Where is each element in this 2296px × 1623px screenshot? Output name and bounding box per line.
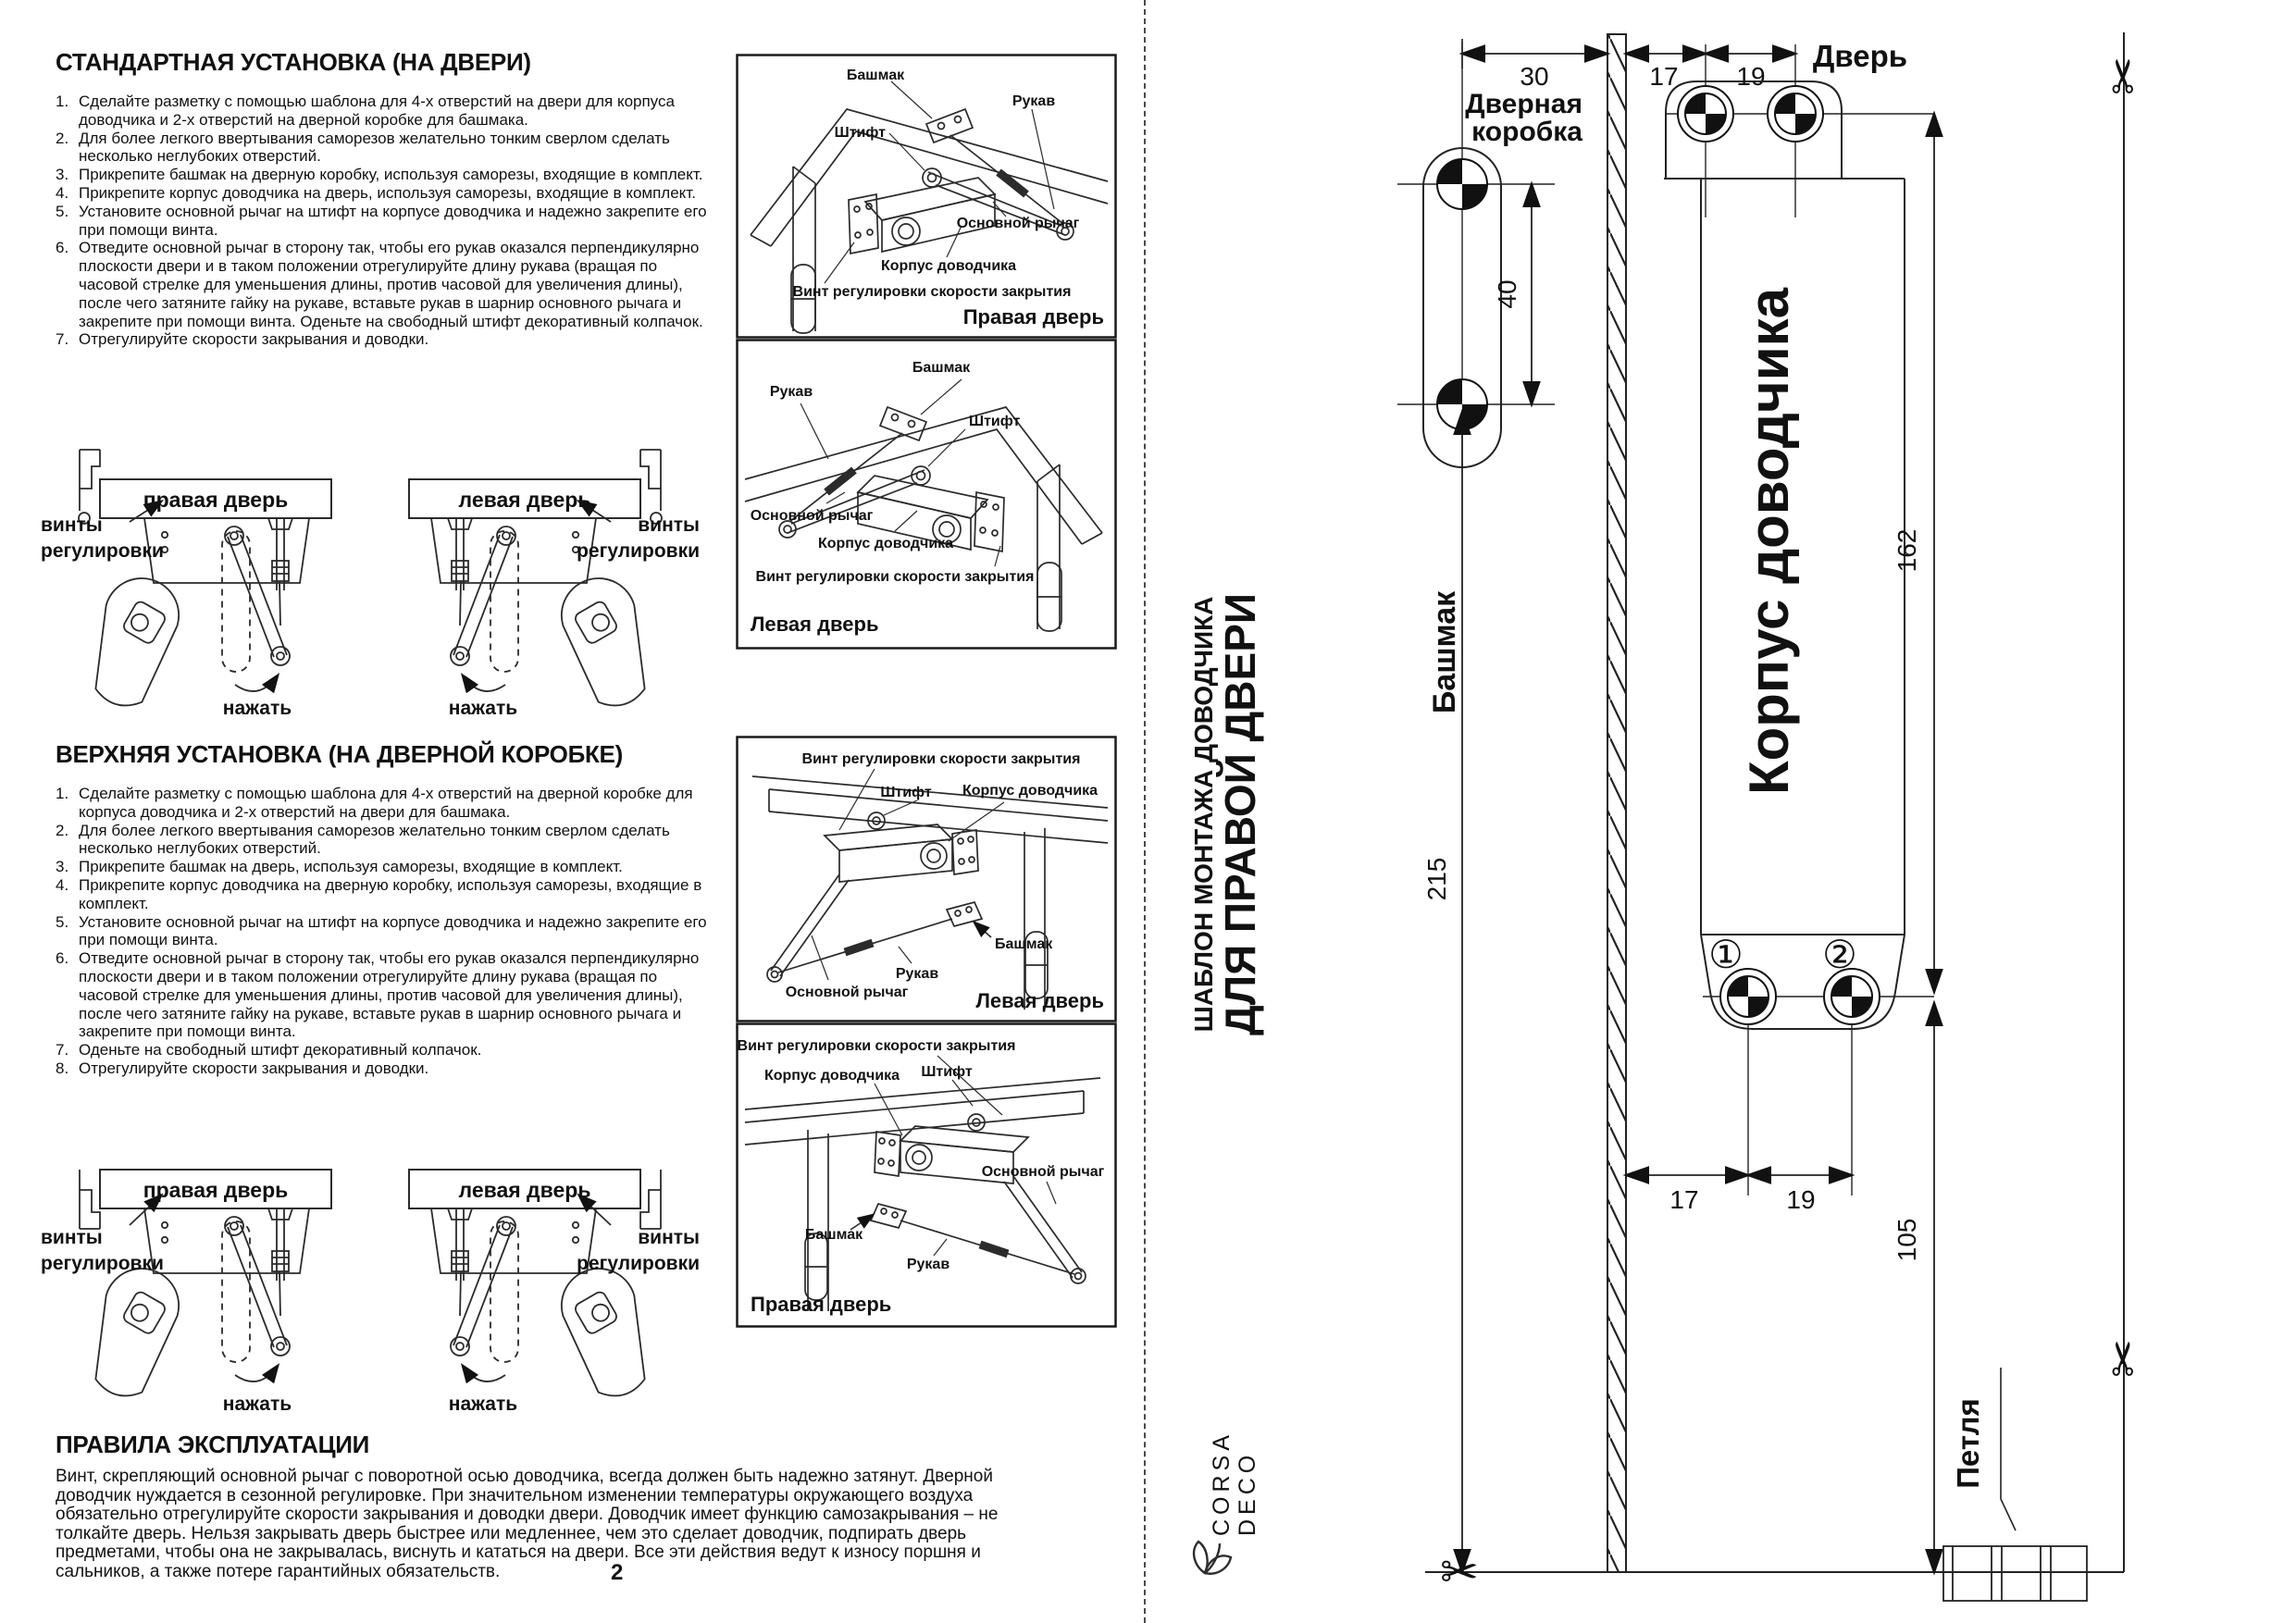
label-door: Дверь: [1812, 39, 1908, 73]
dim-215: 215: [1422, 857, 1451, 901]
label-rukav: Рукав: [895, 966, 939, 982]
diagram-top-right-door: [736, 1022, 1117, 1328]
list-item: Отведите основной рычаг в сторону так, чтобы его рукав оказался перпендикулярно плоскости двери и в таком положении отрегулируйте длину рукава (вращая по часовой стрелке для уменьшения длины, против часовой для увеличения длины), после чего затяните гайку на рукаве, вставьте рукав в шарнир основного рычага и закрепите при помощи винта. Оденьте на свободный штифт декоративный колпачок.: [79, 239, 703, 330]
label-push: нажать: [448, 698, 518, 719]
label-adjust-screws: винты: [638, 1227, 700, 1248]
label-hinge: Петля: [1951, 1398, 1985, 1489]
door-bar-label: правая дверь: [143, 488, 289, 512]
list-item: Установите основной рычаг на штифт на корпусе доводчика и надежно закрепите его при помощи винта.: [79, 912, 707, 949]
left-door-schematic: [409, 1170, 661, 1405]
list-item: Для более легкого ввертывания саморезов желательно тонким сверлом сделать несколько неглубоких отверстий.: [79, 821, 670, 858]
label-door-frame: коробка: [1471, 117, 1582, 147]
drill-hole: [1720, 969, 1776, 1024]
drill-hole: [1824, 969, 1880, 1024]
label-body: Корпус доводчика: [817, 536, 954, 551]
label-shtift: Штифт: [921, 1064, 973, 1080]
dim-30: 30: [1520, 62, 1549, 91]
hole-number-2: ②: [1822, 932, 1857, 977]
label-rukav: Рукав: [769, 384, 813, 400]
fold-dashed-line: [1144, 0, 1146, 1623]
section-title-rules: ПРАВИЛА ЭКСПЛУАТАЦИИ: [56, 1431, 370, 1458]
label-main-arm: Основной рычаг: [981, 1164, 1105, 1180]
label-main-arm: Основной рычаг: [785, 985, 909, 1000]
drill-hole: [1437, 159, 1487, 209]
rules-paragraph: Винт, скрепляющий основной рычаг с поворотной осью доводчика, всегда должен быть надежно затянут. Дверной доводчик нуждается в сезонной регулировке. При значительном изменении температуры окружающего воздуха обязательно отрегулируйте скорости закрывания и доводки двери. Доводчик имеет функцию самозакрывания – не толкайте дверь. Нельзя закрывать дверь быстрее или медленнее, чем это сделает доводчик, подпирать дверь предметами, чтобы она не закрывалась, виснуть и кататься на двери. Все эти действия ведут к износу поршня и сальников, а также потере гарантийных обязательств.: [56, 1467, 999, 1581]
page-number: 2: [611, 1560, 624, 1585]
svg-text:ДЛЯ ПРАВОЙ ДВЕРИ: ДЛЯ ПРАВОЙ ДВЕРИ: [1216, 593, 1264, 1035]
label-rukav: Рукав: [906, 1257, 950, 1272]
right-door-schematic: [80, 1170, 331, 1405]
label-bashmak: Башмак: [846, 68, 905, 83]
list-item: Отрегулируйте скорости закрывания и доводки.: [79, 1059, 429, 1077]
list-item: Отрегулируйте скорости закрывания и доводки.: [79, 330, 429, 349]
drill-hole: [1768, 86, 1823, 142]
diagram-title: Правая дверь: [962, 305, 1104, 328]
brand-line2: DECO: [1235, 1450, 1260, 1536]
label-adjust-screws: винты: [41, 1227, 103, 1248]
dim-162: 162: [1893, 528, 1921, 573]
scissors-icon: [1440, 1546, 1479, 1598]
door-bar-label: левая дверь: [458, 488, 591, 512]
hinge-drawing: [1943, 1546, 2087, 1601]
label-push: нажать: [222, 698, 292, 719]
adjustment-diagrams-standard: [37, 442, 703, 720]
label-adjust-screws: регулировки: [41, 1253, 164, 1274]
adjustment-diagrams-top: [37, 1149, 703, 1427]
leaf-icon: [1194, 1542, 1231, 1574]
svg-text:ШАБЛОН МОНТАЖА ДОВОДЧИКА: ШАБЛОН МОНТАЖА ДОВОДЧИКА: [1189, 596, 1218, 1033]
list-item: Прикрепите корпус доводчика на дверь, используя саморезы, входящие в комплект.: [79, 183, 696, 202]
list-item: Прикрепите башмак на дверную коробку, используя саморезы, входящие в комплект.: [79, 166, 703, 184]
section-title-top-install: ВЕРХНЯЯ УСТАНОВКА (НА ДВЕРНОЙ КОРОБКЕ): [56, 740, 623, 768]
door-bar-label: левая дверь: [458, 1178, 591, 1202]
label-shtift: Штифт: [880, 785, 932, 800]
dim-17-top: 17: [1649, 62, 1679, 91]
spine-title-small: [1189, 597, 1218, 1033]
diagram-standard-left-door: [736, 339, 1117, 650]
wall-hatch-strip: [1607, 34, 1626, 1572]
label-adjust-screws: винты: [41, 514, 103, 536]
top-install-list: [56, 785, 709, 1078]
label-adjust-screws: регулировки: [577, 1253, 700, 1274]
hinge-leader: [2001, 1368, 2016, 1530]
section-title-standard: СТАНДАРТНАЯ УСТАНОВКА (НА ДВЕРИ): [56, 48, 531, 76]
label-door-frame: Дверная: [1465, 89, 1582, 119]
label-bashmak: Башмак: [804, 1227, 863, 1243]
drill-hole: [1678, 86, 1733, 142]
label-closer-body: Корпус доводчика: [1738, 288, 1800, 795]
diagram-standard-right-door: [736, 54, 1117, 339]
dim-19-top: 19: [1736, 62, 1766, 91]
label-rukav: Рукав: [1011, 93, 1056, 109]
label-screw: Винт регулировки скорости закрытия: [737, 1038, 1016, 1054]
list-item: Сделайте разметку с помощью шаблона для 4-х отверстий на дверной коробке для корпуса доводчика и 2-х отверстий на двери для башмака.: [79, 785, 693, 821]
label-shtift: Штифт: [834, 125, 886, 141]
diagram-top-left-door: [736, 736, 1117, 1022]
svg-text:✂: ✂: [1440, 1546, 1479, 1598]
label-bashmak: Башмак: [1427, 590, 1462, 714]
label-bashmak: Башмак: [912, 360, 971, 376]
dim-105: 105: [1893, 1218, 1921, 1262]
mounting-template: [1148, 0, 2296, 1623]
scissors-icon: [2098, 1339, 2150, 1378]
svg-text:✂: ✂: [2098, 1339, 2150, 1378]
diagram-title: Правая дверь: [751, 1293, 892, 1316]
label-adjust-screws: регулировки: [41, 540, 164, 562]
decorative-cap: [81, 570, 187, 715]
label-body: Корпус доводчика: [763, 1068, 900, 1084]
list-item: Прикрепите корпус доводчика на дверную коробку, используя саморезы, входящие в комплект.: [79, 875, 702, 912]
label-main-arm: Основной рычаг: [750, 508, 874, 524]
scissors-icon: [2098, 56, 2150, 95]
list-item: Для более легкого ввертывания саморезов желательно тонким сверлом сделать несколько неглубоких отверстий.: [79, 129, 670, 166]
label-adjust-screws: регулировки: [577, 540, 700, 562]
dim-19-bottom: 19: [1786, 1185, 1816, 1214]
list-item: Отведите основной рычаг в сторону так, чтобы его рукав оказался перпендикулярно плоскости двери и в таком положении отрегулируйте длину рукава (вращая по часовой стрелке для уменьшения длины, против часовой для увеличения длины), после чего затяните гайку на рукаве, вставьте рукав в шарнир основного рычага и закрепите при помощи винта.: [79, 949, 700, 1041]
brand-logo: [1194, 1431, 1260, 1574]
label-screw: Винт регулировки скорости закрытия: [755, 569, 1035, 585]
brand-line1: CORSA: [1209, 1431, 1235, 1536]
label-main-arm: Основной рычаг: [956, 216, 1080, 231]
label-body: Корпус доводчика: [880, 258, 1017, 274]
dim-17-bottom: 17: [1669, 1185, 1699, 1214]
label-adjust-screws: винты: [638, 514, 700, 536]
label-screw: Винт регулировки скорости закрытия: [801, 751, 1081, 767]
diagram-title: Левая дверь: [975, 989, 1104, 1012]
hole-number-1: ①: [1708, 932, 1744, 977]
label-shtift: Штифт: [969, 414, 1021, 429]
label-body: Корпус доводчика: [962, 783, 1098, 799]
label-push: нажать: [222, 1394, 292, 1415]
dim-40: 40: [1493, 279, 1521, 309]
list-item: Оденьте на свободный штифт декоративный колпачок.: [79, 1041, 482, 1059]
list-item: Прикрепите башмак на дверь, используя саморезы, входящие в комплект.: [79, 858, 623, 876]
standard-install-list: [56, 93, 709, 349]
list-item: Сделайте разметку с помощью шаблона для 4-х отверстий на двери для корпуса доводчика и 2-х отверстий на дверной коробке для башмака.: [79, 93, 675, 129]
svg-text:✂: ✂: [2098, 56, 2150, 95]
label-screw: Винт регулировки скорости закрытия: [792, 284, 1072, 300]
list-item: Установите основной рычаг на штифт на корпусе доводчика и надежно закрепите его при помощи винта.: [79, 202, 707, 239]
label-push: нажать: [448, 1394, 518, 1415]
diagram-title: Левая дверь: [751, 613, 879, 636]
spine-title-big: [1216, 593, 1264, 1035]
label-bashmak: Башмак: [995, 936, 1053, 952]
door-bar-label: правая дверь: [143, 1178, 289, 1202]
